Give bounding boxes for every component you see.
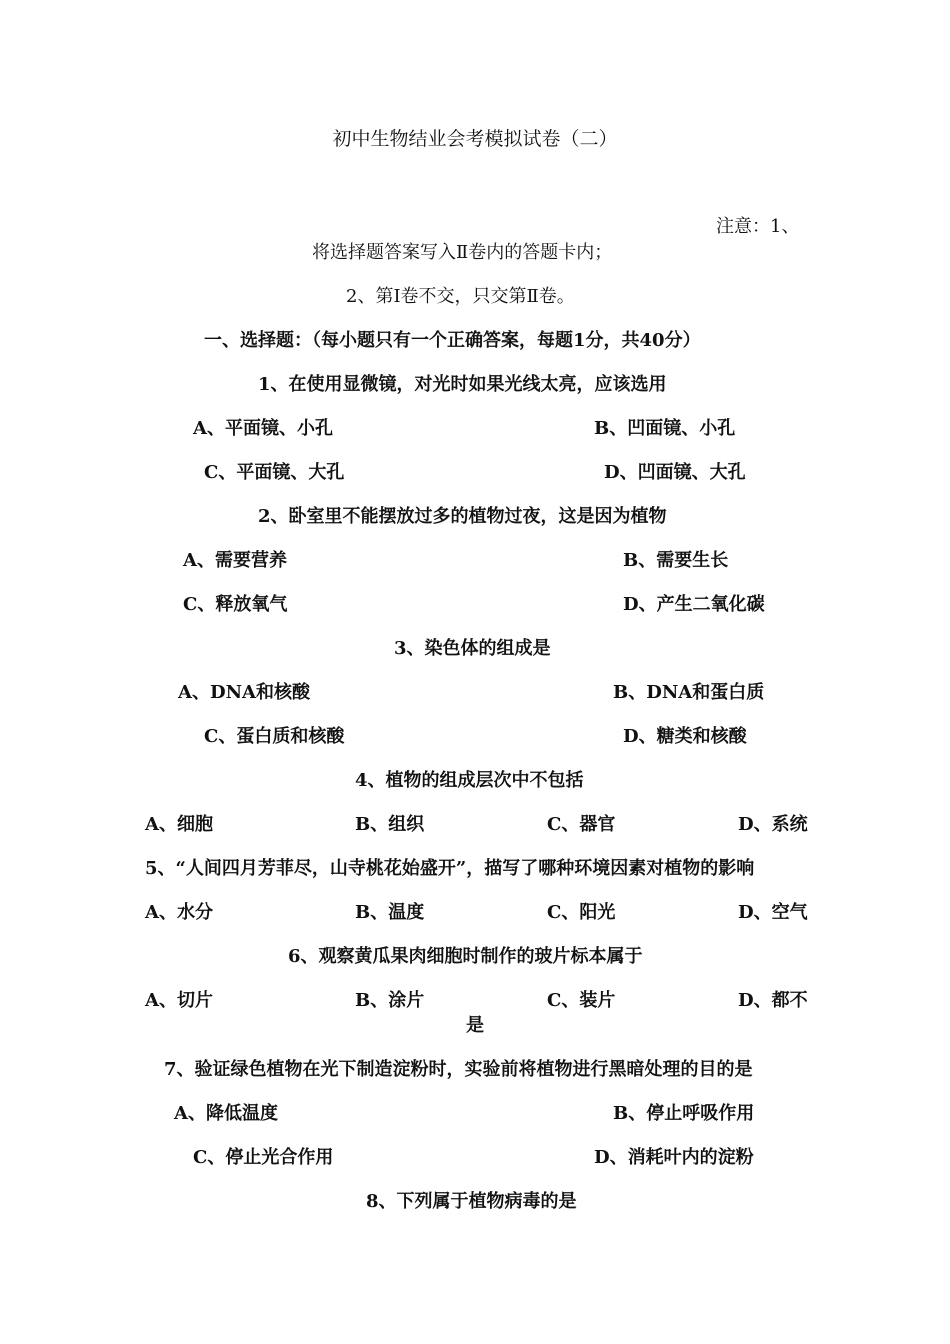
notice-line-3: 2、第Ⅰ卷不交，只交第Ⅱ卷。 [346, 286, 575, 307]
option-d: D、都不 [738, 990, 808, 1011]
option-d: D、糖类和核酸 [623, 726, 747, 747]
option-b: B、组织 [355, 814, 425, 835]
option-b: B、停止呼吸作用 [613, 1103, 755, 1124]
question-stem: 5、“人间四月芳菲尽，山寺桃花始盛开”，描写了哪种环境因素对植物的影响 [145, 858, 755, 879]
option-a: A、细胞 [145, 814, 213, 835]
question-stem: 7、验证绿色植物在光下制造淀粉时，实验前将植物进行黑暗处理的目的是 [164, 1059, 753, 1080]
option-b: B、凹面镜、小孔 [594, 418, 736, 439]
question-stem: 8、下列属于植物病毒的是 [366, 1191, 577, 1212]
option-b: B、温度 [355, 902, 425, 923]
notice-line-2: 将选择题答案写入Ⅱ卷内的答题卡内； [312, 242, 613, 263]
option-a: A、DNA和核酸 [178, 682, 310, 703]
question-stem: 6、观察黄瓜果肉细胞时制作的玻片标本属于 [288, 946, 643, 967]
option-a: A、水分 [145, 902, 213, 923]
option-a: A、需要营养 [183, 550, 287, 571]
option-d-wrap: 是 [466, 1015, 484, 1036]
option-c: C、停止光合作用 [193, 1147, 334, 1168]
option-c: C、平面镜、大孔 [204, 462, 345, 483]
page-title: 初中生物结业会考模拟试卷（二） [332, 128, 618, 150]
option-a: A、降低温度 [174, 1103, 278, 1124]
option-c: C、释放氧气 [183, 594, 288, 615]
option-a: A、平面镜、小孔 [193, 418, 333, 439]
option-c: C、蛋白质和核酸 [204, 726, 345, 747]
option-d: D、消耗叶内的淀粉 [594, 1147, 754, 1168]
option-d: D、空气 [738, 902, 808, 923]
question-stem: 2、卧室里不能摆放过多的植物过夜，这是因为植物 [258, 506, 667, 527]
question-stem: 4、植物的组成层次中不包括 [355, 770, 584, 791]
option-b: B、涂片 [355, 990, 425, 1011]
notice-line-1: 注意：1、 [716, 216, 800, 237]
option-d: D、产生二氧化碳 [623, 594, 765, 615]
option-b: B、DNA和蛋白质 [613, 682, 765, 703]
option-c: C、装片 [547, 990, 616, 1011]
option-d: D、系统 [738, 814, 808, 835]
question-stem: 1、在使用显微镜，对光时如果光线太亮，应该选用 [258, 374, 667, 395]
option-a: A、切片 [145, 990, 213, 1011]
section-heading: 一、选择题：（每小题只有一个正确答案，每题1分，共40分） [204, 330, 701, 351]
option-c: C、器官 [547, 814, 616, 835]
option-d: D、凹面镜、大孔 [604, 462, 746, 483]
question-stem: 3、染色体的组成是 [394, 638, 551, 659]
option-c: C、阳光 [547, 902, 616, 923]
option-b: B、需要生长 [623, 550, 729, 571]
